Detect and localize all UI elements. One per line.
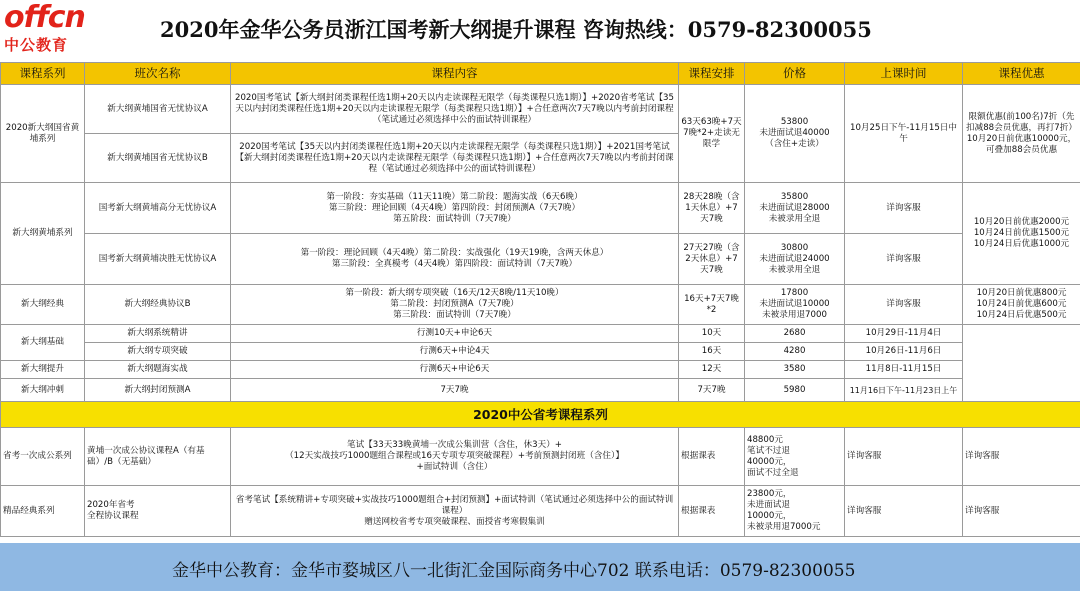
- discount-cell-empty: [963, 325, 1080, 402]
- table-row: [1, 361, 1080, 379]
- content-cell: 第一阶段：理论回顾（4天4晚）第二阶段：实战强化（19天19晚，含两天休息） 第三阶段：全真模考（4天4晚）第四阶段：面试特训（7天7晚）: [231, 234, 679, 285]
- class-cell: 国考新大纲黄埔高分无忧协议A: [85, 183, 231, 234]
- footer-contact: 金华中公教育：金华市婺城区八一北街汇金国际商务中心702 联系电话：0579-82300055: [172, 561, 856, 581]
- col-header-schedule: 课程安排: [679, 63, 745, 85]
- table-row: [1, 234, 1080, 285]
- col-header-class: 班次名称: [85, 63, 231, 85]
- discount-cell: 10月20日前优惠800元 10月24日前优惠600元 10月24日后优惠500元: [963, 285, 1080, 325]
- discount-cell: 详询客服: [963, 428, 1080, 486]
- content-cell: 笔试【33天33晚黄埔一次成公集训营（含住，休3天）+ （12天实战技巧1000题组合课程或16天专项专项突破课程）+考前预测封闭班（含住）】 +面试特训（含住）: [231, 428, 679, 486]
- price-cell: 4280: [745, 343, 845, 361]
- table-row: [1, 428, 1080, 486]
- schedule-cell: 根据课表: [679, 428, 745, 486]
- series-cell: 省考一次成公系列: [1, 428, 85, 486]
- discount-cell: 限额优惠(前100名)7折（先扣减88会员优惠，再打7折） 10月20日前优惠10000元，可叠加88会员优惠: [963, 85, 1080, 183]
- time-cell: 详询客服: [845, 428, 963, 486]
- schedule-cell: 12天: [679, 361, 745, 379]
- series-cell: 新大纲基础: [1, 325, 85, 361]
- schedule-cell: 根据课表: [679, 486, 745, 537]
- class-cell: 新大纲经典协议B: [85, 285, 231, 325]
- series-cell: 精品经典系列: [1, 486, 85, 537]
- content-cell: 行测6天+申论4天: [231, 343, 679, 361]
- time-cell: 详询客服: [845, 486, 963, 537]
- series-cell: 2020新大纲国省黄埔系列: [1, 85, 85, 183]
- table-row: [1, 85, 1080, 134]
- time-cell: 详询客服: [845, 183, 963, 234]
- table-row: [1, 325, 1080, 343]
- col-header-content: 课程内容: [231, 63, 679, 85]
- page-title: 2020年金华公务员浙江国考新大纲提升课程 咨询热线：0579-82300055: [160, 17, 872, 42]
- logo-text: offcn: [4, 0, 85, 35]
- price-cell: 23800元， 未进面试退 10000元， 未被录用退7000元: [745, 486, 845, 537]
- content-cell: 2020国考笔试【新大纲封闭类课程任选1期+20天以内走读课程无限学（每类课程只选1期）】+2020省考笔试【35天以内封闭类课程任选1期+20天以内走读课程无限学（每类课程只选1期）】+合任意两次7天7晚以内考前封闭课程（笔试通过必须选择中公的面试特训课程）: [231, 85, 679, 134]
- content-cell: 7天7晚: [231, 379, 679, 402]
- content-cell: 省考笔试【系统精讲+专项突破+实战技巧1000题组合+封闭预测】+面试特训（笔试通过必须选择中公的面试特训课程） 赠送网校省考专项突破课程、面授省考寒假集训: [231, 486, 679, 537]
- time-cell: 详询客服: [845, 285, 963, 325]
- price-cell: 17800 未进面试退10000 未被录用退7000: [745, 285, 845, 325]
- discount-cell: 详询客服: [963, 486, 1080, 537]
- time-cell: 11月8日-11月15日: [845, 361, 963, 379]
- page-footer: [0, 543, 1080, 591]
- col-header-price: 价格: [745, 63, 845, 85]
- col-header-time: 上课时间: [845, 63, 963, 85]
- schedule-cell: 10天: [679, 325, 745, 343]
- price-cell: 3580: [745, 361, 845, 379]
- table-header-row: [1, 63, 1080, 85]
- course-table: [0, 62, 1080, 537]
- section-header-row: [1, 402, 1080, 428]
- content-cell: 行测10天+申论6天: [231, 325, 679, 343]
- series-cell: 新大纲冲刺: [1, 379, 85, 402]
- table-row: [1, 486, 1080, 537]
- class-cell: 2020年省考 全程协议课程: [85, 486, 231, 537]
- class-cell: 国考新大纲黄埔决胜无忧协议A: [85, 234, 231, 285]
- logo-subtext: 中公教育: [4, 36, 69, 54]
- schedule-cell: 27天27晚（含2天休息）+7天7晚: [679, 234, 745, 285]
- content-cell: 行测6天+申论6天: [231, 361, 679, 379]
- price-cell: 5980: [745, 379, 845, 402]
- series-cell: 新大纲经典: [1, 285, 85, 325]
- class-cell: 新大纲题海实战: [85, 361, 231, 379]
- schedule-cell: 28天28晚（含1天休息）+7天7晚: [679, 183, 745, 234]
- table-row: [1, 343, 1080, 361]
- time-cell: 11月16日下午-11月23日上午: [845, 379, 963, 402]
- col-header-series: 课程系列: [1, 63, 85, 85]
- series-cell: 新大纲提升: [1, 361, 85, 379]
- class-cell: 新大纲专项突破: [85, 343, 231, 361]
- class-cell: 新大纲封闭预测A: [85, 379, 231, 402]
- section-title: 2020中公省考课程系列: [1, 402, 1080, 428]
- class-cell: 新大纲黄埔国省无忧协议B: [85, 134, 231, 183]
- price-cell: 2680: [745, 325, 845, 343]
- schedule-cell: 7天7晚: [679, 379, 745, 402]
- price-cell: 30800 未进面试退24000 未被录用全退: [745, 234, 845, 285]
- content-cell: 2020国考笔试【35天以内封闭类课程任选1期+20天以内走读课程无限学（每类课程只选1期）】+2021国考笔试【新大纲封闭类课程任选1期+20天以内走读课程无限学（每类课程只选1期）】+合任意两次7天7晚以内考前封闭课程（笔试通过必须选择中公的面试特训课程）: [231, 134, 679, 183]
- class-cell: 新大纲系统精讲: [85, 325, 231, 343]
- schedule-cell: 63天63晚+7天7晚*2+走读无限学: [679, 85, 745, 183]
- content-cell: 第一阶段：夯实基础（11天11晚）第二阶段：题海实战（6天6晚） 第三阶段：理论回顾（4天4晚）第四阶段：封闭预测A（7天7晚） 第五阶段：面试特训（7天7晚）: [231, 183, 679, 234]
- schedule-cell: 16天+7天7晚*2: [679, 285, 745, 325]
- discount-cell: 10月20日前优惠2000元 10月24日前优惠1500元 10月24日后优惠1000元: [963, 183, 1080, 285]
- page-header: [0, 0, 1080, 62]
- time-cell: 10月26日-11月6日: [845, 343, 963, 361]
- price-cell: 53800 未进面试退40000 （含住+走读）: [745, 85, 845, 183]
- table-row: [1, 379, 1080, 402]
- time-cell: 详询客服: [845, 234, 963, 285]
- series-cell: 新大纲黄埔系列: [1, 183, 85, 285]
- offcn-logo: [4, 0, 85, 59]
- price-cell: 48800元 笔试不过退 40000元， 面试不过全退: [745, 428, 845, 486]
- price-cell: 35800 未进面试退28000 未被录用全退: [745, 183, 845, 234]
- table-row: [1, 183, 1080, 234]
- table-row: [1, 285, 1080, 325]
- content-cell: 第一阶段：新大纲专项突破（16天/12天8晚/11天10晚） 第二阶段：封闭预测A（7天7晚） 第三阶段：面试特训（7天7晚）: [231, 285, 679, 325]
- time-cell: 10月29日-11月4日: [845, 325, 963, 343]
- col-header-discount: 课程优惠: [963, 63, 1080, 85]
- schedule-cell: 16天: [679, 343, 745, 361]
- class-cell: 新大纲黄埔国省无忧协议A: [85, 85, 231, 134]
- time-cell: 10月25日下午-11月15日中午: [845, 85, 963, 183]
- class-cell: 黄埔一次成公协议课程A（有基础）/B（无基础）: [85, 428, 231, 486]
